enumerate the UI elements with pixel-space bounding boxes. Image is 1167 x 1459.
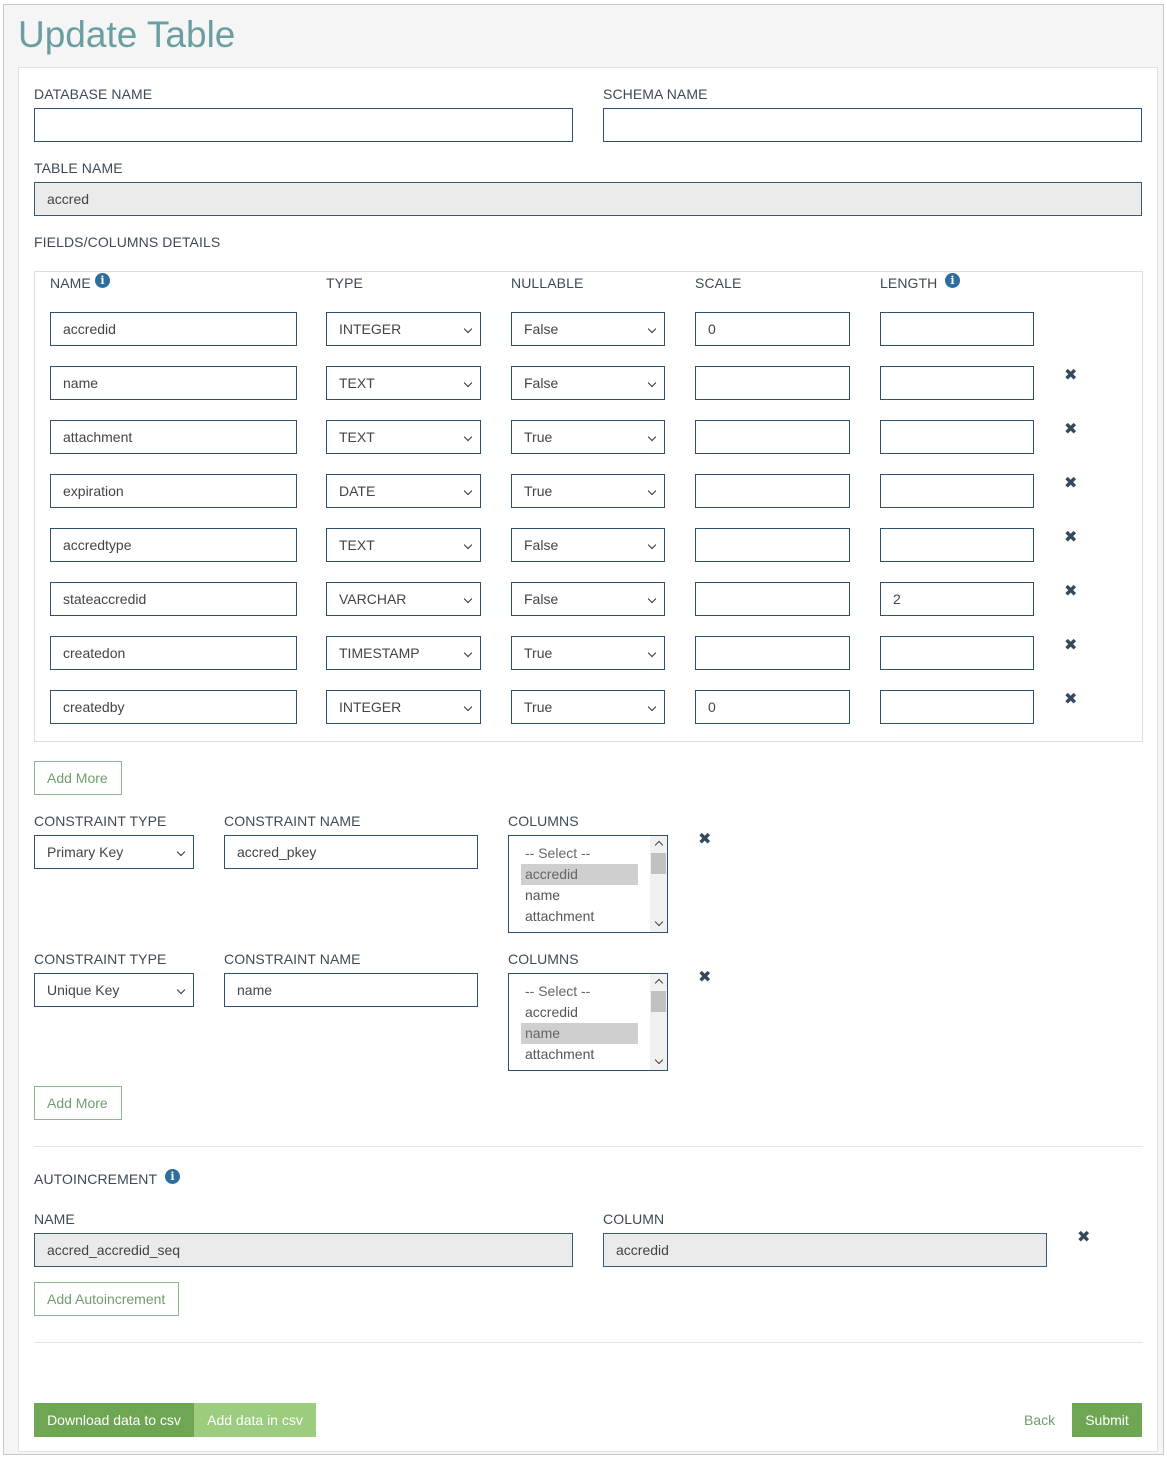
field-length-input[interactable] bbox=[880, 366, 1034, 400]
page-frame bbox=[3, 4, 1164, 1455]
chevron-down-icon bbox=[648, 595, 656, 603]
constraint-type-label: CONSTRAINT TYPE bbox=[34, 813, 167, 829]
remove-field-icon[interactable]: ✖ bbox=[1064, 473, 1078, 492]
chevron-down-icon bbox=[464, 541, 472, 549]
field-name-input[interactable]: accredtype bbox=[50, 528, 297, 562]
field-type-select[interactable] bbox=[326, 690, 481, 724]
section-divider bbox=[34, 1146, 1143, 1147]
field-nullable-select[interactable] bbox=[511, 474, 665, 508]
field-length-input[interactable] bbox=[880, 528, 1034, 562]
field-type-select[interactable] bbox=[326, 528, 481, 562]
add-more-fields-button[interactable]: Add More bbox=[34, 761, 122, 795]
field-nullable-value: False bbox=[524, 591, 559, 607]
remove-field-icon[interactable]: ✖ bbox=[1064, 581, 1078, 600]
autoincrement-section-label: AUTOINCREMENT bbox=[34, 1171, 158, 1187]
fields-table bbox=[34, 271, 1143, 742]
field-nullable-select[interactable] bbox=[511, 366, 665, 400]
autoincrement-name-input[interactable]: accred_accredid_seq bbox=[34, 1233, 573, 1267]
constraint-type-value: Primary Key bbox=[47, 844, 124, 860]
field-name-input[interactable]: attachment bbox=[50, 420, 297, 454]
update-table-form bbox=[18, 67, 1158, 1452]
back-link[interactable]: Back bbox=[1024, 1412, 1056, 1428]
autoincrement-column-label: COLUMN bbox=[603, 1211, 665, 1227]
field-scale-input[interactable] bbox=[695, 582, 850, 616]
listbox-option[interactable]: -- Select -- bbox=[525, 845, 591, 861]
chevron-down-icon bbox=[464, 379, 472, 387]
chevron-down-icon bbox=[648, 649, 656, 657]
scrollbar-thumb[interactable] bbox=[651, 853, 666, 874]
remove-field-icon[interactable]: ✖ bbox=[1064, 689, 1078, 708]
field-name-input[interactable]: stateaccredid bbox=[50, 582, 297, 616]
chevron-down-icon bbox=[464, 595, 472, 603]
remove-autoincrement-icon[interactable]: ✖ bbox=[1077, 1227, 1091, 1246]
schema-name-input[interactable] bbox=[603, 108, 1142, 142]
field-type-select[interactable] bbox=[326, 582, 481, 616]
col-header-name: NAME bbox=[50, 275, 91, 291]
field-length-input[interactable] bbox=[880, 474, 1034, 508]
chevron-down-icon bbox=[464, 487, 472, 495]
remove-field-icon[interactable]: ✖ bbox=[1064, 419, 1078, 438]
field-type-value: TEXT bbox=[339, 429, 375, 445]
chevron-down-icon bbox=[464, 703, 472, 711]
constraint-name-input[interactable]: accred_pkey bbox=[224, 835, 478, 869]
chevron-down-icon bbox=[464, 325, 472, 333]
remove-constraint-icon[interactable]: ✖ bbox=[698, 829, 712, 848]
field-nullable-value: True bbox=[524, 429, 553, 445]
field-length-input[interactable] bbox=[880, 420, 1034, 454]
constraint-type-value: Unique Key bbox=[47, 982, 120, 998]
field-scale-input[interactable] bbox=[695, 528, 850, 562]
field-scale-input[interactable] bbox=[695, 366, 850, 400]
chevron-down-icon bbox=[648, 541, 656, 549]
field-scale-input[interactable]: 0 bbox=[695, 312, 850, 346]
constraint-name-label: CONSTRAINT NAME bbox=[224, 951, 361, 967]
field-type-value: VARCHAR bbox=[339, 591, 407, 607]
field-length-input[interactable] bbox=[880, 636, 1034, 670]
field-name-input[interactable]: createdon bbox=[50, 636, 297, 670]
field-type-value: INTEGER bbox=[339, 699, 402, 715]
scrollbar-thumb[interactable] bbox=[651, 991, 666, 1012]
listbox-option[interactable]: name bbox=[525, 887, 561, 903]
field-nullable-value: True bbox=[524, 645, 553, 661]
remove-field-icon[interactable]: ✖ bbox=[1064, 635, 1078, 654]
chevron-down-icon bbox=[177, 848, 185, 856]
field-scale-input[interactable]: 0 bbox=[695, 690, 850, 724]
constraint-columns-listbox[interactable] bbox=[508, 835, 668, 933]
col-header-nullable: NULLABLE bbox=[511, 275, 584, 291]
listbox-option[interactable]: attachment bbox=[525, 908, 595, 924]
table-name-input[interactable]: accred bbox=[34, 182, 1142, 216]
chevron-down-icon bbox=[648, 433, 656, 441]
field-nullable-select[interactable] bbox=[511, 636, 665, 670]
remove-field-icon[interactable]: ✖ bbox=[1064, 365, 1078, 384]
chevron-down-icon bbox=[464, 649, 472, 657]
chevron-down-icon bbox=[648, 703, 656, 711]
field-nullable-select[interactable] bbox=[511, 528, 665, 562]
field-name-input[interactable]: name bbox=[50, 366, 297, 400]
col-header-scale: SCALE bbox=[695, 275, 742, 291]
field-length-input[interactable] bbox=[880, 312, 1034, 346]
listbox-option[interactable]: accredid bbox=[525, 1004, 578, 1020]
field-nullable-value: True bbox=[524, 483, 553, 499]
col-header-type: TYPE bbox=[326, 275, 363, 291]
add-autoincrement-button[interactable]: Add Autoincrement bbox=[34, 1282, 179, 1316]
field-scale-input[interactable] bbox=[695, 636, 850, 670]
constraint-columns-label: COLUMNS bbox=[508, 813, 579, 829]
field-type-select[interactable] bbox=[326, 636, 481, 670]
constraint-type-select[interactable] bbox=[34, 835, 194, 869]
field-name-input[interactable]: expiration bbox=[50, 474, 297, 508]
add-data-csv-button[interactable]: Add data in csv bbox=[194, 1403, 316, 1437]
listbox-option[interactable]: -- Select -- bbox=[525, 983, 591, 999]
download-csv-button[interactable]: Download data to csv bbox=[34, 1403, 194, 1437]
field-length-input[interactable] bbox=[880, 690, 1034, 724]
database-name-label: DATABASE NAME bbox=[34, 86, 153, 102]
field-type-value: TEXT bbox=[339, 537, 375, 553]
field-type-value: TIMESTAMP bbox=[339, 645, 420, 661]
remove-constraint-icon[interactable]: ✖ bbox=[698, 967, 712, 986]
fields-section-label: FIELDS/COLUMNS DETAILS bbox=[34, 234, 221, 250]
info-icon[interactable]: i bbox=[945, 273, 960, 288]
field-nullable-select[interactable] bbox=[511, 312, 665, 346]
col-header-length: LENGTH bbox=[880, 275, 938, 291]
field-nullable-value: False bbox=[524, 321, 559, 337]
field-type-select[interactable] bbox=[326, 312, 481, 346]
chevron-down-icon bbox=[648, 379, 656, 387]
listbox-option-selected[interactable]: name bbox=[521, 1023, 638, 1044]
constraint-columns-listbox[interactable] bbox=[508, 973, 668, 1071]
field-length-input[interactable]: 2 bbox=[880, 582, 1034, 616]
constraint-columns-label: COLUMNS bbox=[508, 951, 579, 967]
field-name-input[interactable]: accredid bbox=[50, 312, 297, 346]
database-name-input[interactable] bbox=[34, 108, 573, 142]
schema-name-label: SCHEMA NAME bbox=[603, 86, 708, 102]
submit-button[interactable]: Submit bbox=[1072, 1403, 1142, 1437]
listbox-option[interactable]: attachment bbox=[525, 1046, 595, 1062]
field-type-value: INTEGER bbox=[339, 321, 402, 337]
field-type-value: TEXT bbox=[339, 375, 375, 391]
field-nullable-select[interactable] bbox=[511, 582, 665, 616]
field-scale-input[interactable] bbox=[695, 474, 850, 508]
constraint-type-select[interactable] bbox=[34, 973, 194, 1007]
autoincrement-name-label: NAME bbox=[34, 1211, 75, 1227]
field-nullable-value: False bbox=[524, 537, 559, 553]
constraint-name-label: CONSTRAINT NAME bbox=[224, 813, 361, 829]
table-name-label: TABLE NAME bbox=[34, 160, 123, 176]
field-type-select[interactable] bbox=[326, 366, 481, 400]
field-type-select[interactable] bbox=[326, 474, 481, 508]
field-type-value: DATE bbox=[339, 483, 376, 499]
section-divider bbox=[34, 1342, 1143, 1343]
field-scale-input[interactable] bbox=[695, 420, 850, 454]
field-name-input[interactable]: createdby bbox=[50, 690, 297, 724]
chevron-down-icon bbox=[648, 487, 656, 495]
autoincrement-column-input[interactable]: accredid bbox=[603, 1233, 1047, 1267]
info-icon[interactable]: i bbox=[95, 273, 110, 288]
chevron-down-icon bbox=[648, 325, 656, 333]
page-title: Update Table bbox=[18, 14, 236, 55]
add-more-constraints-button[interactable]: Add More bbox=[34, 1086, 122, 1120]
field-nullable-select[interactable] bbox=[511, 420, 665, 454]
chevron-down-icon bbox=[464, 433, 472, 441]
chevron-down-icon bbox=[177, 986, 185, 994]
constraint-name-input[interactable]: name bbox=[224, 973, 478, 1007]
constraint-type-label: CONSTRAINT TYPE bbox=[34, 951, 167, 967]
field-type-select[interactable] bbox=[326, 420, 481, 454]
field-nullable-value: False bbox=[524, 375, 559, 391]
field-nullable-value: True bbox=[524, 699, 553, 715]
remove-field-icon[interactable]: ✖ bbox=[1064, 527, 1078, 546]
field-nullable-select[interactable] bbox=[511, 690, 665, 724]
info-icon[interactable]: i bbox=[165, 1169, 180, 1184]
listbox-option-selected[interactable]: accredid bbox=[521, 864, 638, 885]
